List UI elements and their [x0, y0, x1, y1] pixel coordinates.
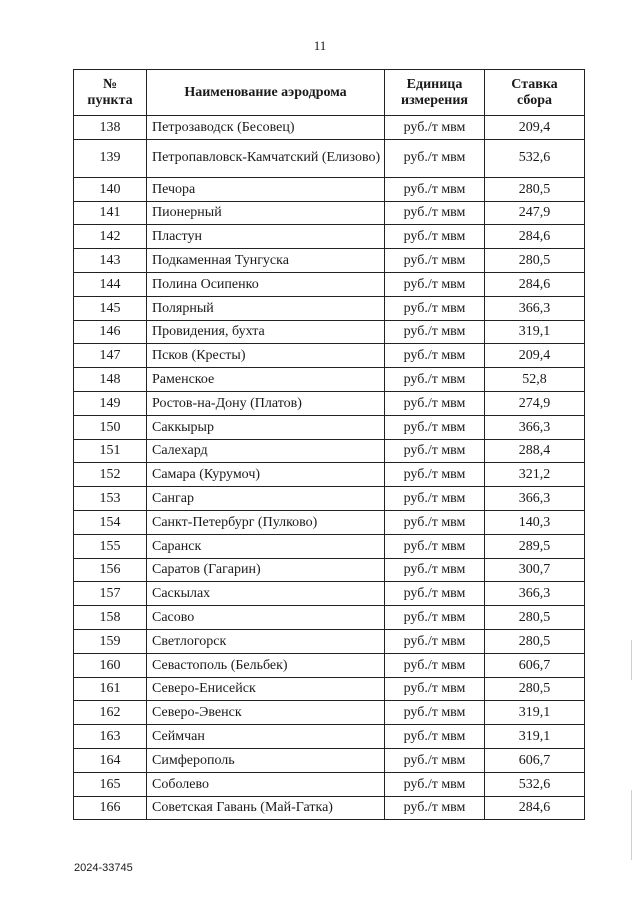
row-number: 149 — [74, 391, 147, 415]
row-rate: 366,3 — [485, 415, 585, 439]
row-aerodrome-name: Полярный — [147, 296, 385, 320]
scan-edge-mark — [631, 790, 632, 860]
row-number: 154 — [74, 510, 147, 534]
table-row — [74, 629, 585, 653]
row-unit: руб./т мвм — [385, 629, 485, 653]
row-aerodrome-name: Сеймчан — [147, 725, 385, 749]
row-number: 142 — [74, 225, 147, 249]
row-aerodrome-name: Санкт-Петербург (Пулково) — [147, 510, 385, 534]
row-number: 165 — [74, 772, 147, 796]
table-row — [74, 201, 585, 225]
header-unit-line1: Единица — [406, 76, 463, 92]
row-unit: руб./т мвм — [385, 116, 485, 140]
row-number: 163 — [74, 725, 147, 749]
aerodrome-rates-table — [73, 69, 585, 820]
row-aerodrome-name: Раменское — [147, 368, 385, 392]
table-row — [74, 606, 585, 630]
table-row — [74, 391, 585, 415]
row-unit: руб./т мвм — [385, 320, 485, 344]
row-unit: руб./т мвм — [385, 344, 485, 368]
row-number: 166 — [74, 796, 147, 820]
table-row — [74, 368, 585, 392]
row-aerodrome-name: Петрозаводск (Бесовец) — [147, 116, 385, 140]
row-rate: 209,4 — [485, 344, 585, 368]
table-row — [74, 344, 585, 368]
row-unit: руб./т мвм — [385, 296, 485, 320]
header-rate-line2: сбора — [517, 92, 552, 108]
row-number: 147 — [74, 344, 147, 368]
table-row — [74, 772, 585, 796]
row-rate: 209,4 — [485, 116, 585, 140]
row-rate: 319,1 — [485, 701, 585, 725]
table-row — [74, 296, 585, 320]
row-aerodrome-name: Пионерный — [147, 201, 385, 225]
row-rate: 274,9 — [485, 391, 585, 415]
row-rate: 532,6 — [485, 139, 585, 177]
row-rate: 300,7 — [485, 558, 585, 582]
row-rate: 319,1 — [485, 725, 585, 749]
row-aerodrome-name: Пластун — [147, 225, 385, 249]
row-number: 159 — [74, 629, 147, 653]
row-unit: руб./т мвм — [385, 725, 485, 749]
table-row — [74, 439, 585, 463]
row-number: 153 — [74, 487, 147, 511]
row-aerodrome-name: Северо-Эвенск — [147, 701, 385, 725]
row-number: 155 — [74, 534, 147, 558]
table-row — [74, 701, 585, 725]
row-rate: 289,5 — [485, 534, 585, 558]
table-row — [74, 177, 585, 201]
row-unit: руб./т мвм — [385, 796, 485, 820]
header-aerodrome-name: Наименование аэродрома — [147, 70, 385, 116]
table-row — [74, 725, 585, 749]
row-rate: 606,7 — [485, 748, 585, 772]
table-row — [74, 320, 585, 344]
row-unit: руб./т мвм — [385, 487, 485, 511]
table-row — [74, 249, 585, 273]
row-unit: руб./т мвм — [385, 558, 485, 582]
row-aerodrome-name: Соболево — [147, 772, 385, 796]
row-number: 140 — [74, 177, 147, 201]
row-number: 162 — [74, 701, 147, 725]
row-unit: руб./т мвм — [385, 391, 485, 415]
row-rate: 280,5 — [485, 629, 585, 653]
row-rate: 280,5 — [485, 677, 585, 701]
row-number: 146 — [74, 320, 147, 344]
table-row — [74, 796, 585, 820]
row-number: 161 — [74, 677, 147, 701]
header-rate — [485, 70, 585, 116]
row-unit: руб./т мвм — [385, 653, 485, 677]
table-row — [74, 748, 585, 772]
header-number-line2: пункта — [87, 92, 133, 108]
row-unit: руб./т мвм — [385, 177, 485, 201]
row-aerodrome-name: Салехард — [147, 439, 385, 463]
row-rate: 247,9 — [485, 201, 585, 225]
row-aerodrome-name: Провидения, бухта — [147, 320, 385, 344]
row-aerodrome-name: Ростов-на-Дону (Платов) — [147, 391, 385, 415]
row-aerodrome-name: Симферополь — [147, 748, 385, 772]
row-unit: руб./т мвм — [385, 415, 485, 439]
row-unit: руб./т мвм — [385, 606, 485, 630]
row-unit: руб./т мвм — [385, 772, 485, 796]
row-unit: руб./т мвм — [385, 272, 485, 296]
row-aerodrome-name: Полина Осипенко — [147, 272, 385, 296]
row-rate: 288,4 — [485, 439, 585, 463]
header-unit — [385, 70, 485, 116]
row-aerodrome-name: Псков (Кресты) — [147, 344, 385, 368]
row-rate: 366,3 — [485, 487, 585, 511]
row-number: 157 — [74, 582, 147, 606]
row-number: 141 — [74, 201, 147, 225]
row-unit: руб./т мвм — [385, 701, 485, 725]
row-rate: 366,3 — [485, 296, 585, 320]
row-unit: руб./т мвм — [385, 748, 485, 772]
table-row — [74, 677, 585, 701]
row-aerodrome-name: Саранск — [147, 534, 385, 558]
table-row — [74, 272, 585, 296]
row-unit: руб./т мвм — [385, 534, 485, 558]
table-row — [74, 534, 585, 558]
row-aerodrome-name: Сасово — [147, 606, 385, 630]
table-row — [74, 487, 585, 511]
row-number: 158 — [74, 606, 147, 630]
row-rate: 366,3 — [485, 582, 585, 606]
row-unit: руб./т мвм — [385, 677, 485, 701]
row-unit: руб./т мвм — [385, 510, 485, 534]
document-id: 2024-33745 — [74, 862, 133, 874]
scan-edge-mark — [631, 640, 632, 680]
row-aerodrome-name: Советская Гавань (Май-Гатка) — [147, 796, 385, 820]
row-rate: 140,3 — [485, 510, 585, 534]
row-number: 164 — [74, 748, 147, 772]
row-aerodrome-name: Северо-Енисейск — [147, 677, 385, 701]
header-number-line1: № — [102, 76, 118, 92]
row-aerodrome-name: Сангар — [147, 487, 385, 511]
table-header-row — [74, 70, 585, 116]
row-unit: руб./т мвм — [385, 139, 485, 177]
row-unit: руб./т мвм — [385, 225, 485, 249]
row-aerodrome-name: Саратов (Гагарин) — [147, 558, 385, 582]
row-rate: 52,8 — [485, 368, 585, 392]
row-rate: 280,5 — [485, 177, 585, 201]
row-rate: 280,5 — [485, 249, 585, 273]
row-unit: руб./т мвм — [385, 439, 485, 463]
row-rate: 532,6 — [485, 772, 585, 796]
table-row — [74, 582, 585, 606]
table-row — [74, 415, 585, 439]
row-number: 143 — [74, 249, 147, 273]
row-rate: 280,5 — [485, 606, 585, 630]
row-rate: 284,6 — [485, 272, 585, 296]
row-aerodrome-name: Петропавловск-Камчатский (Елизово) — [147, 139, 385, 177]
header-number — [74, 70, 147, 116]
row-rate: 321,2 — [485, 463, 585, 487]
table-row — [74, 139, 585, 177]
row-number: 152 — [74, 463, 147, 487]
row-number: 139 — [74, 139, 147, 177]
row-aerodrome-name: Самара (Курумоч) — [147, 463, 385, 487]
row-aerodrome-name: Севастополь (Бельбек) — [147, 653, 385, 677]
row-unit: руб./т мвм — [385, 201, 485, 225]
row-rate: 319,1 — [485, 320, 585, 344]
row-number: 151 — [74, 439, 147, 463]
row-rate: 284,6 — [485, 796, 585, 820]
row-number: 150 — [74, 415, 147, 439]
row-aerodrome-name: Саскылах — [147, 582, 385, 606]
row-aerodrome-name: Светлогорск — [147, 629, 385, 653]
row-aerodrome-name: Саккырыр — [147, 415, 385, 439]
row-rate: 606,7 — [485, 653, 585, 677]
row-unit: руб./т мвм — [385, 582, 485, 606]
row-number: 138 — [74, 116, 147, 140]
table-row — [74, 510, 585, 534]
row-number: 160 — [74, 653, 147, 677]
row-aerodrome-name: Печора — [147, 177, 385, 201]
table-row — [74, 463, 585, 487]
row-number: 144 — [74, 272, 147, 296]
row-number: 148 — [74, 368, 147, 392]
row-number: 156 — [74, 558, 147, 582]
table-row — [74, 558, 585, 582]
header-unit-line2: измерения — [401, 92, 468, 108]
row-number: 145 — [74, 296, 147, 320]
table-row — [74, 653, 585, 677]
row-unit: руб./т мвм — [385, 368, 485, 392]
table-row — [74, 225, 585, 249]
table-row — [74, 116, 585, 140]
row-rate: 284,6 — [485, 225, 585, 249]
row-unit: руб./т мвм — [385, 463, 485, 487]
page-number: 11 — [313, 38, 327, 53]
header-rate-line1: Ставка — [511, 76, 558, 92]
row-aerodrome-name: Подкаменная Тунгуска — [147, 249, 385, 273]
row-unit: руб./т мвм — [385, 249, 485, 273]
